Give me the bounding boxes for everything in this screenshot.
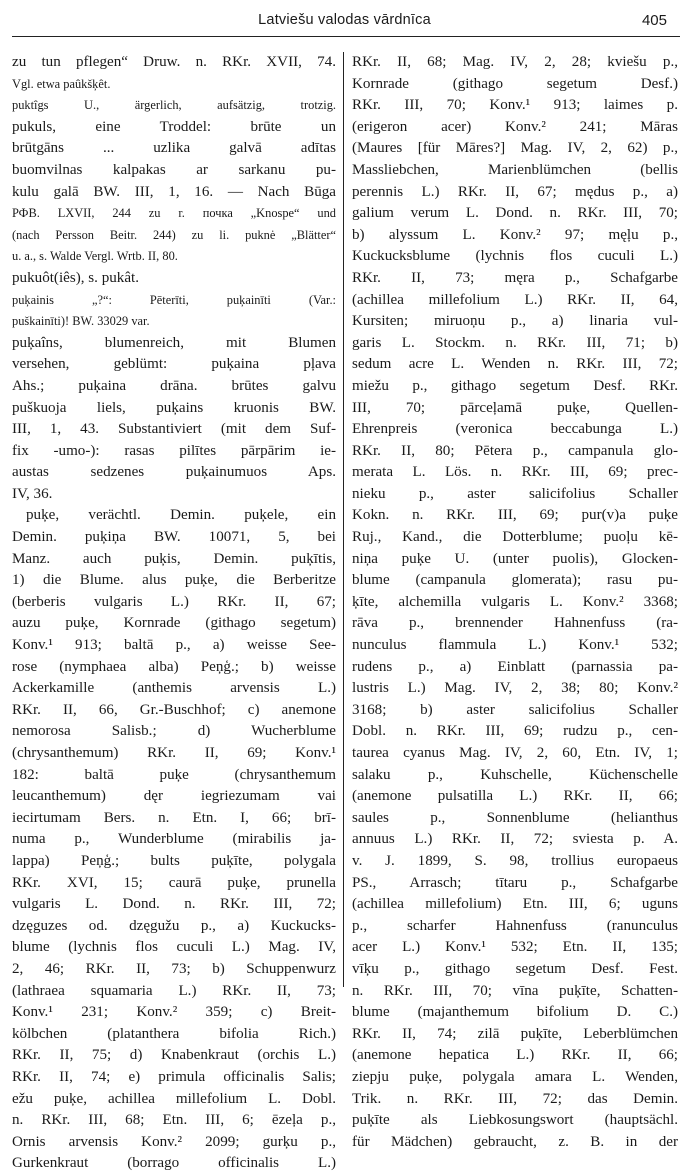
text-line: III, 70; pārceļamā puķe, Quellen- — [352, 399, 678, 416]
text-line: numa p., Wunderblume (mirabilis ja- — [12, 831, 336, 848]
text-line: Konv.¹ 231; Konv.² 359; c) Breit- — [12, 1004, 336, 1021]
text-line: Kuckucksblume (lychnis flos cuculi L.) — [352, 248, 678, 265]
text-line: Vgl. etwa paûkšķêt. — [12, 76, 111, 91]
text-line: puktîgs U., ärgerlich, aufsätzig, trotzig. — [12, 98, 336, 113]
text-line: n. RKr. III, 68; Etn. III, 6; ēzeļa p., — [12, 1112, 336, 1129]
text-line: brūtgāns ... uzlika galvā adītas — [12, 140, 336, 157]
text-line: rose (nymphaea alba) Peņģ.; b) weisse — [12, 658, 336, 675]
text-line: merata L. Lös. n. RKr. III, 69; prec- — [352, 464, 678, 481]
text-line: RKr. II, 75; d) Knabenkraut (orchis L.) — [12, 1047, 336, 1064]
text-line: puķe, verächtl. Demin. puķele, ein — [26, 507, 336, 524]
text-line: nieku p., aster salicifolius Schaller — [352, 485, 678, 502]
text-line: puķīte als Liebkosungswort (hauptsächl. — [352, 1112, 678, 1129]
text-line: niņa puķe U. (unter puolis), Glocken- — [352, 550, 678, 567]
text-line: puķaîns, blumenreich, mit Blumen — [12, 334, 336, 351]
text-line: (anemone pulsatilla L.) RKr. II, 66; — [352, 788, 678, 805]
text-line: RKr. II, 74; zilā puķīte, Leberblümchen — [352, 1025, 678, 1042]
text-line: Ackerkamille (anthemis arvensis L.) — [12, 680, 336, 697]
text-line: iecirtumam Bers. n. Etn. I, 66; brī- — [12, 809, 336, 826]
text-line: puškuoja liels, puķains kruonis BW. — [12, 399, 336, 416]
text-line: 2, 46; RKr. II, 73; b) Schuppenwurz — [12, 960, 336, 977]
text-line: b) alyssum L. Konv.² 97; męļu p., — [352, 226, 678, 243]
text-line: saules p., Sonnenblume (helianthus — [352, 809, 678, 826]
text-line: (achillea millefolium) Etn. III, 6; uguns — [352, 896, 678, 913]
text-line: Kursiten; miruoņu p., a) linaria vul- — [352, 313, 678, 330]
text-line: taurea cyanus Mag. IV, 2, 60, Etn. IV, 1; — [352, 745, 678, 761]
text-line: (achillea millefolium L.) RKr. II, 64, — [352, 291, 678, 308]
text-line: Ehrenpreis (veronica beccabunga L.) — [352, 421, 678, 438]
text-line: blume (campanula glomerata); rasu pu- — [352, 572, 678, 589]
text-line: (anemone hepatica L.) RKr. II, 66; — [352, 1047, 678, 1064]
text-line: leucanthemum) dęr iegriezumam vai — [12, 788, 336, 805]
text-line: Ahs.; puķaina drāna. brūtes galvu — [12, 377, 336, 394]
header-rule — [12, 36, 680, 37]
text-line: n. RKr. III, 70; vīna puķīte, Schatten- — [352, 982, 678, 999]
text-line: 3168; b) aster salicifolius Schaller — [352, 701, 678, 718]
right-column — [352, 52, 678, 1153]
text-line: blume (majanthemum bifolium D. C.) — [352, 1004, 678, 1021]
text-line: Ruj., Kand., die Dotterblume; puoļu kē- — [352, 529, 678, 546]
text-line: (erigeron acer) Konv.² 241; Māras — [352, 118, 678, 135]
text-line: pukuôt(iês), s. pukât. — [12, 269, 140, 286]
text-line: vulgaris L. Dond. n. RKr. III, 72; — [12, 896, 336, 913]
text-line: austas sedzenes puķainumuos Aps. — [12, 464, 336, 481]
text-line: PS., Arrasch; tītaru p., Schafgarbe — [352, 874, 678, 891]
text-line: RKr. III, 70; Konv.¹ 913; laimes p. — [352, 97, 678, 114]
text-line: (Maures [für Māres?] Mag. IV, 2, 62) p., — [352, 140, 678, 157]
column-divider — [343, 52, 344, 987]
text-line: (chrysanthemum) RKr. II, 69; Konv.¹ — [12, 745, 336, 761]
text-line: Trik. n. RKr. III, 72; das Demin. — [352, 1090, 678, 1107]
text-line: lappa) Peņģ.; bults puķīte, polygala — [12, 852, 336, 869]
text-line: sedum acre L. Wenden n. RKr. III, 72; — [352, 356, 678, 373]
text-line: Kornrade (githago segetum Desf.) — [352, 75, 678, 92]
text-line: acer L.) Konv.¹ 532; Etn. II, 135; — [352, 939, 678, 956]
text-line: nemorosa Salisb.; d) Wucherblume — [12, 723, 336, 740]
text-line: Massliebchen, Marienblümchen (bellis — [352, 161, 678, 178]
text-line: zu tun pflegen“ Druw. n. RKr. XVII, 74. — [12, 54, 336, 70]
text-line: III, 1, 43. Substantiviert (mit dem Suf- — [12, 421, 336, 438]
left-column — [12, 52, 336, 1175]
text-line: rudens p., a) Einblatt (parnassia pa- — [352, 658, 678, 675]
text-line: IV, 36. — [12, 485, 53, 502]
text-line: ežu puķe, achillea millefolium L. Dobl. — [12, 1090, 336, 1107]
text-line: auzu puķe, Kornrade (githago segetum) — [12, 615, 336, 632]
text-line: blume (lychnis flos cuculi L.) Mag. IV, — [12, 939, 336, 956]
text-line: annuus L.) RKr. II, 72; sviesta p. A. — [352, 831, 678, 848]
text-line: (berberis vulgaris L.) RKr. II, 67; — [12, 593, 336, 610]
text-line: Demin. puķiņa BW. 10071, 5, bei — [12, 529, 336, 546]
text-line: Manz. auch puķis, Demin. puķītis, — [12, 550, 336, 567]
text-line: galium verum L. Dond. n. RKr. III, 70; — [352, 205, 678, 222]
text-line: Kokn. n. RKr. III, 69; pur(v)a puķe — [352, 507, 678, 524]
text-line: salaku p., Kuhschelle, Küchenschelle — [352, 766, 678, 783]
text-line: kölbchen (platanthera bifolia Rich.) — [12, 1025, 336, 1042]
text-line: RKr. XVI, 15; caurā puķe, prunella — [12, 874, 336, 891]
text-line: fix -umo-): rasas pilītes pārpārim ie- — [12, 442, 336, 459]
text-line: Konv.¹ 913; baltā p., a) weisse See- — [12, 637, 336, 654]
text-line: Gurkenkraut (borrago officinalis L.) — [12, 1155, 336, 1172]
running-header — [0, 12, 689, 36]
text-line: RKr. II, 68; Mag. IV, 2, 28; kviešu p., — [352, 54, 678, 70]
text-line: Dobl. n. RKr. III, 69; rudzu p., cen- — [352, 723, 678, 740]
text-line: pukuls, eine Troddel: brūte un — [12, 118, 336, 135]
text-line: RKr. II, 73; męra p., Schafgarbe — [352, 269, 678, 286]
text-line: nunculus flammula L.) Konv.¹ 532; — [352, 637, 678, 654]
page-title: Latviešu valodas vārdnīca — [258, 12, 431, 28]
text-line: RKr. II, 80; Pētera p., campanula glo- — [352, 442, 678, 459]
text-line: miežu p., githago segetum Desf. RKr. — [352, 377, 678, 394]
text-line: buomvilnas kalpakas ar sarkanu pu- — [12, 161, 336, 178]
text-line: RKr. II, 74; e) primula officinalis Salis; — [12, 1068, 336, 1085]
text-line: garis L. Stockm. n. RKr. III, 71; b) — [352, 334, 678, 351]
text-line: u. a., s. Walde Vergl. Wrtb. II, 80. — [12, 249, 178, 264]
text-line: ziepju puķe, polygala amara L. Wenden, — [352, 1068, 678, 1085]
text-line: (lathraea squamaria L.) RKr. II, 73; — [12, 982, 336, 999]
text-line: dzęguzes od. dzęgužu p., a) Kuckucks- — [12, 917, 336, 934]
text-line: puškainīti)! BW. 33029 var. — [12, 314, 150, 329]
text-line: 182: baltā puķe (chrysanthemum — [12, 766, 336, 783]
text-line: ķīte, alchemilla vulgaris L. Konv.² 3368; — [352, 593, 678, 610]
text-line: 1) die Blume. alus puķe, die Berberitze — [12, 572, 336, 589]
text-line: für Mädchen) gebraucht, z. B. in der — [352, 1133, 678, 1150]
text-line: perennis L.) RKr. II, 67; mędus p., a) — [352, 183, 678, 200]
text-line: puķainis „?“: Pēterīti, puķainīti (Var.: — [12, 292, 336, 307]
text-line: versehen, geblümt: puķaina pļava — [12, 356, 336, 373]
text-line: vīķu p., githago segetum Desf. Fest. — [352, 960, 678, 977]
text-line: kulu galā BW. III, 1, 16. — Nach Būga — [12, 183, 336, 200]
page-number: 405 — [641, 12, 667, 29]
text-line: RKr. II, 66, Gr.-Buschhof; c) anemone — [12, 701, 336, 718]
text-line: lustris L.) Mag. IV, 2, 38; 80; Konv.² — [352, 680, 678, 697]
text-line: rāva p., brennender Hahnenfuss (ra- — [352, 615, 678, 632]
text-line: (nach Persson Beitr. 244) zu li. puknė „Blätter“ — [12, 227, 336, 242]
text-line: Ornis arvensis Konv.² 2099; gurķu p., — [12, 1133, 336, 1150]
text-line: v. J. 1899, S. 98, trollius europaeus — [352, 852, 678, 869]
text-line: p., scharfer Hahnenfuss (ranunculus — [352, 917, 678, 934]
text-line: РФВ. LXVII, 244 zu r. почка „Knospe“ und — [12, 206, 336, 221]
